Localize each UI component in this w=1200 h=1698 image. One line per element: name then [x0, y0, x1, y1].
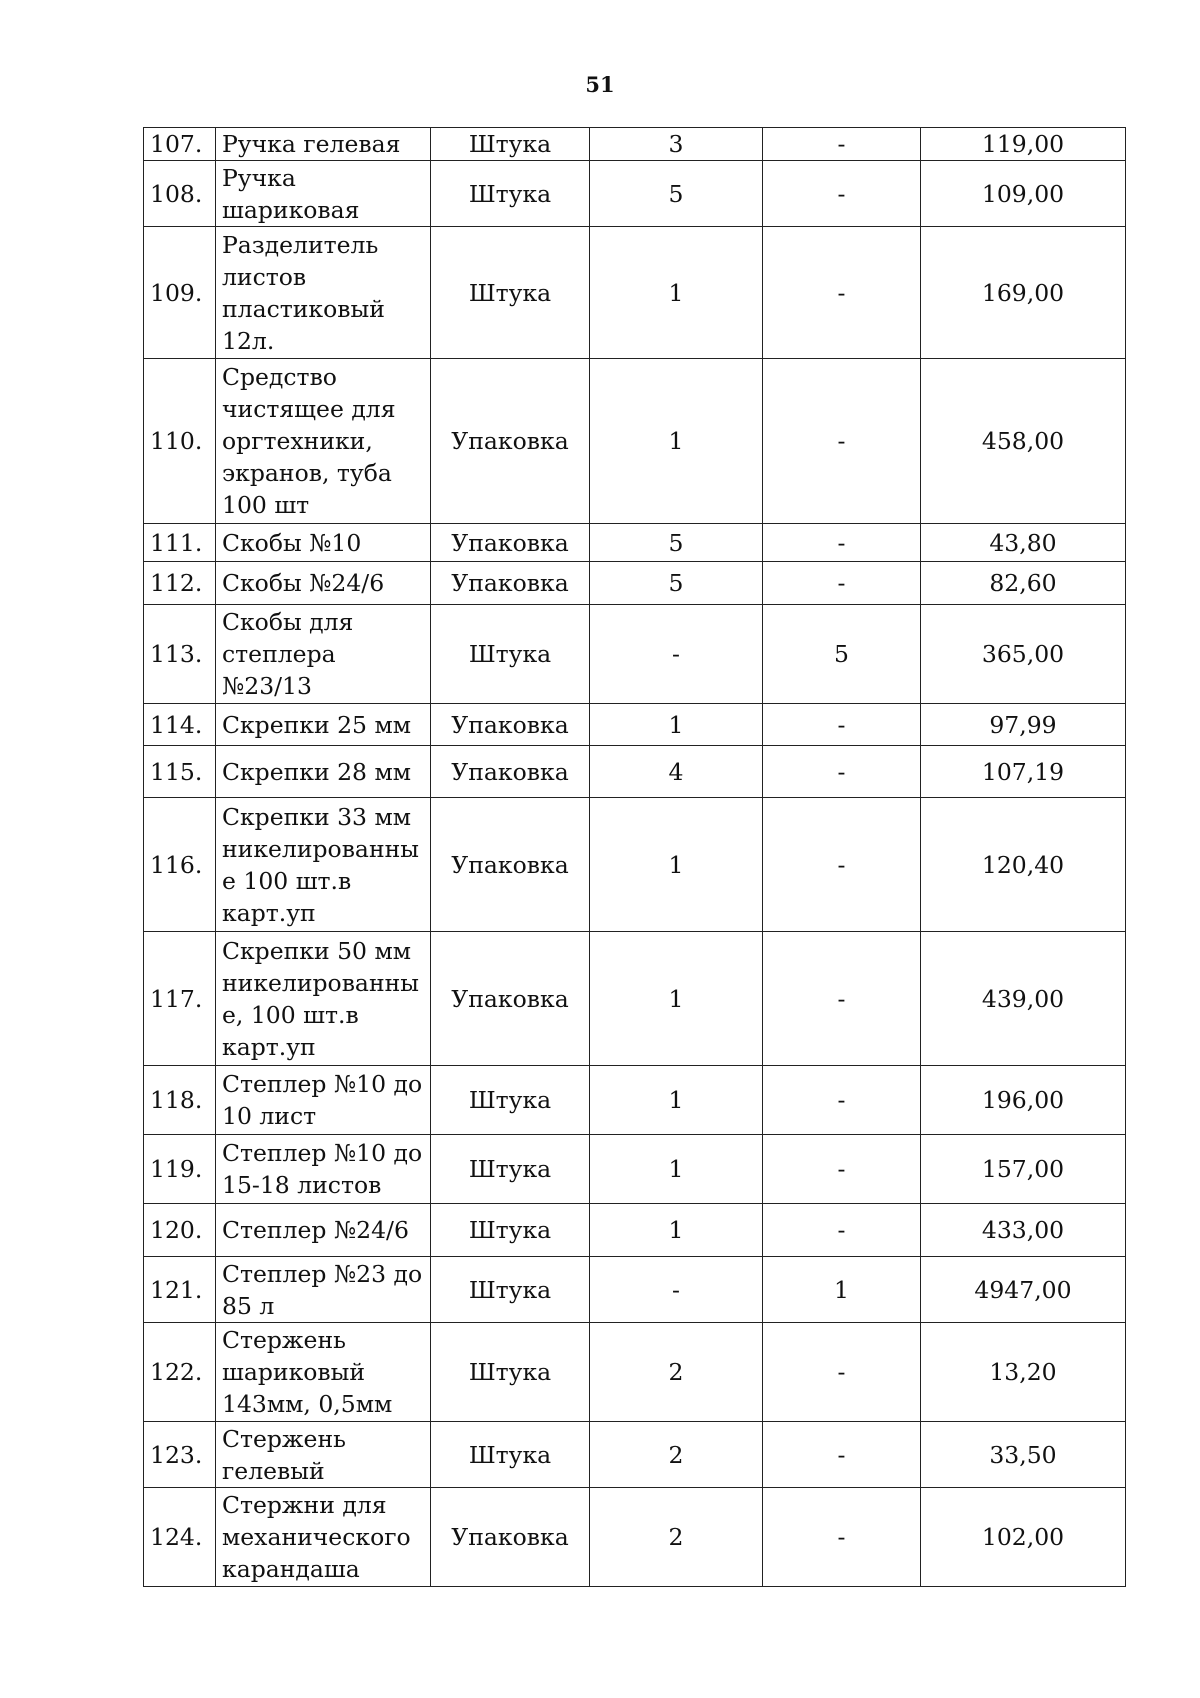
item-price: 458,00 [921, 359, 1126, 524]
item-quantity-1: 1 [590, 932, 763, 1066]
item-name: Степлер №10 до 15-18 листов [216, 1135, 431, 1204]
row-number: 116. [144, 798, 216, 932]
row-number: 114. [144, 704, 216, 746]
item-name: Средство чистящее для оргтехники, экранов, туба 100 шт [216, 359, 431, 524]
item-quantity-1: 4 [590, 746, 763, 798]
item-quantity-2: - [763, 128, 921, 161]
item-price: 107,19 [921, 746, 1126, 798]
item-unit: Штука [431, 1066, 590, 1135]
item-price: 109,00 [921, 161, 1126, 227]
item-name: Ручка гелевая [216, 128, 431, 161]
item-unit: Упаковка [431, 798, 590, 932]
item-quantity-2: 5 [763, 605, 921, 704]
page-number: 51 [585, 72, 615, 97]
row-number: 108. [144, 161, 216, 227]
item-quantity-2: 1 [763, 1257, 921, 1323]
item-quantity-1: - [590, 605, 763, 704]
item-quantity-1: 1 [590, 798, 763, 932]
item-unit: Упаковка [431, 359, 590, 524]
item-price: 13,20 [921, 1323, 1126, 1422]
item-quantity-1: 5 [590, 562, 763, 605]
item-name: Скобы для степлера №23/13 [216, 605, 431, 704]
item-name: Скрепки 25 мм [216, 704, 431, 746]
item-unit: Штука [431, 161, 590, 227]
table-row [144, 605, 1126, 704]
row-number: 115. [144, 746, 216, 798]
table-row [144, 1135, 1126, 1204]
item-quantity-1: 1 [590, 1066, 763, 1135]
table-row [144, 704, 1126, 746]
item-price: 169,00 [921, 227, 1126, 359]
table-row [144, 1257, 1126, 1323]
table-row [144, 1323, 1126, 1422]
item-quantity-1: 3 [590, 128, 763, 161]
item-name: Степлер №24/6 [216, 1204, 431, 1257]
item-quantity-1: 1 [590, 359, 763, 524]
item-name: Скобы №24/6 [216, 562, 431, 605]
item-quantity-2: - [763, 1488, 921, 1587]
item-quantity-2: - [763, 1066, 921, 1135]
row-number: 110. [144, 359, 216, 524]
item-quantity-1: 5 [590, 524, 763, 562]
table-row [144, 524, 1126, 562]
item-unit: Штука [431, 1422, 590, 1488]
items-table-body [144, 128, 1126, 1587]
item-quantity-2: - [763, 932, 921, 1066]
item-price: 82,60 [921, 562, 1126, 605]
table-row [144, 932, 1126, 1066]
row-number: 121. [144, 1257, 216, 1323]
item-quantity-2: - [763, 1422, 921, 1488]
row-number: 107. [144, 128, 216, 161]
table-row [144, 562, 1126, 605]
item-quantity-2: - [763, 704, 921, 746]
table-row [144, 1422, 1126, 1488]
item-quantity-2: - [763, 746, 921, 798]
row-number: 113. [144, 605, 216, 704]
item-quantity-1: 1 [590, 1135, 763, 1204]
item-name: Скрепки 33 мм никелированны е 100 шт.в карт.уп [216, 798, 431, 932]
item-unit: Штука [431, 1257, 590, 1323]
item-unit: Упаковка [431, 746, 590, 798]
item-price: 433,00 [921, 1204, 1126, 1257]
item-unit: Штука [431, 605, 590, 704]
item-quantity-1: 1 [590, 1204, 763, 1257]
item-unit: Упаковка [431, 704, 590, 746]
item-quantity-1: - [590, 1257, 763, 1323]
row-number: 120. [144, 1204, 216, 1257]
row-number: 119. [144, 1135, 216, 1204]
table-row [144, 1204, 1126, 1257]
item-unit: Штука [431, 227, 590, 359]
item-unit: Штука [431, 1135, 590, 1204]
item-name: Разделитель листов пластиковый 12л. [216, 227, 431, 359]
item-unit: Штука [431, 1323, 590, 1422]
item-unit: Упаковка [431, 562, 590, 605]
row-number: 111. [144, 524, 216, 562]
row-number: 117. [144, 932, 216, 1066]
item-price: 365,00 [921, 605, 1126, 704]
item-quantity-1: 2 [590, 1488, 763, 1587]
item-name: Стержень гелевый [216, 1422, 431, 1488]
item-quantity-2: - [763, 524, 921, 562]
item-name: Скрепки 28 мм [216, 746, 431, 798]
item-price: 97,99 [921, 704, 1126, 746]
table-row [144, 359, 1126, 524]
item-name: Ручка шариковая [216, 161, 431, 227]
row-number: 124. [144, 1488, 216, 1587]
item-name: Стержни для механического карандаша [216, 1488, 431, 1587]
row-number: 109. [144, 227, 216, 359]
row-number: 112. [144, 562, 216, 605]
item-quantity-2: - [763, 227, 921, 359]
item-name: Скобы №10 [216, 524, 431, 562]
table-row [144, 227, 1126, 359]
item-quantity-2: - [763, 1204, 921, 1257]
item-price: 43,80 [921, 524, 1126, 562]
row-number: 123. [144, 1422, 216, 1488]
item-unit: Упаковка [431, 1488, 590, 1587]
item-price: 4947,00 [921, 1257, 1126, 1323]
table-row [144, 161, 1126, 227]
item-price: 157,00 [921, 1135, 1126, 1204]
item-quantity-2: - [763, 1135, 921, 1204]
item-quantity-1: 1 [590, 704, 763, 746]
item-quantity-2: - [763, 1323, 921, 1422]
table-row [144, 746, 1126, 798]
item-price: 196,00 [921, 1066, 1126, 1135]
item-unit: Штука [431, 128, 590, 161]
item-quantity-2: - [763, 798, 921, 932]
table-row [144, 798, 1126, 932]
item-price: 120,40 [921, 798, 1126, 932]
item-unit: Упаковка [431, 524, 590, 562]
item-quantity-1: 2 [590, 1323, 763, 1422]
item-name: Скрепки 50 мм никелированны е, 100 шт.в карт.уп [216, 932, 431, 1066]
item-unit: Упаковка [431, 932, 590, 1066]
row-number: 118. [144, 1066, 216, 1135]
item-name: Степлер №23 до 85 л [216, 1257, 431, 1323]
item-quantity-1: 2 [590, 1422, 763, 1488]
item-name: Стержень шариковый 143мм, 0,5мм [216, 1323, 431, 1422]
table-row [144, 1488, 1126, 1587]
row-number: 122. [144, 1323, 216, 1422]
item-quantity-2: - [763, 562, 921, 605]
items-table [143, 127, 1126, 1587]
item-quantity-1: 5 [590, 161, 763, 227]
item-price: 439,00 [921, 932, 1126, 1066]
item-quantity-2: - [763, 359, 921, 524]
item-price: 119,00 [921, 128, 1126, 161]
item-price: 33,50 [921, 1422, 1126, 1488]
table-row [144, 1066, 1126, 1135]
item-quantity-1: 1 [590, 227, 763, 359]
item-unit: Штука [431, 1204, 590, 1257]
item-price: 102,00 [921, 1488, 1126, 1587]
table-row [144, 128, 1126, 161]
item-name: Степлер №10 до 10 лист [216, 1066, 431, 1135]
item-quantity-2: - [763, 161, 921, 227]
